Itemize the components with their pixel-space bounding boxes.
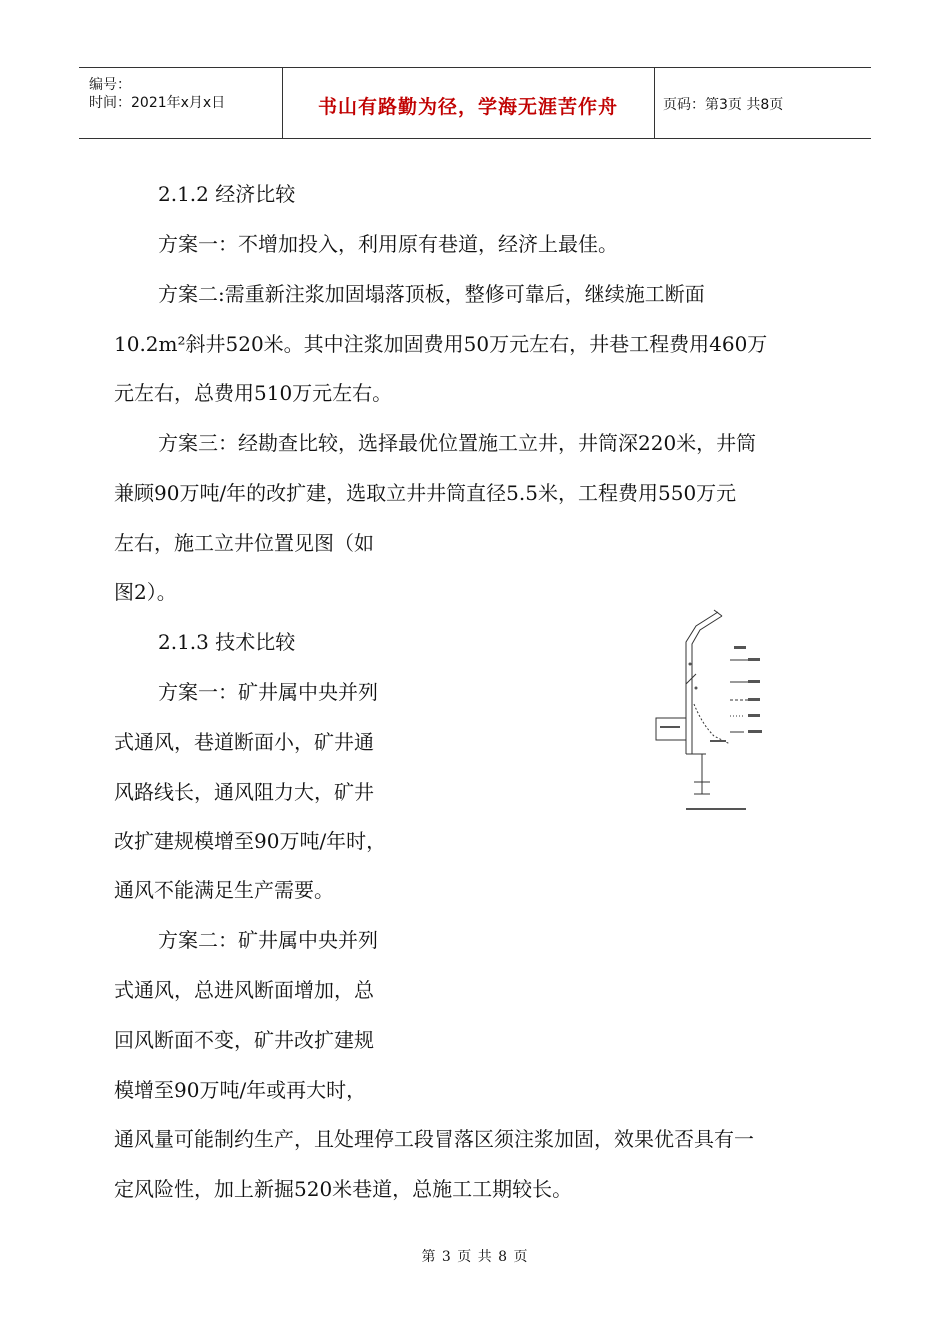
paragraph-plan2-tech-line1: 方案二：矿井属中央并列 [158, 928, 378, 952]
paragraph-plan3-econ-line2: 兼顾90万吨/年的改扩建，选取立井井筒直径5.5米，工程费用550万元 [114, 481, 737, 505]
page-header [79, 67, 871, 139]
paragraph-plan2-econ-line2: 10.2m²斜井520米。其中注浆加固费用50万元左右，井巷工程费用460万 [114, 332, 768, 356]
header-page-cell [655, 68, 871, 138]
paragraph-plan1-tech-line2: 式通风，巷道断面小，矿井通 [114, 730, 374, 754]
section-2-1-2-title: 2.1.2 经济比较 [158, 182, 296, 206]
header-motto: 书山有路勤为径，学海无涯苦作舟 [317, 96, 618, 118]
paragraph-plan3-econ-line3: 左右，施工立井位置见图（如 [114, 531, 374, 555]
paragraph-plan3-econ-line4: 图2）。 [114, 580, 177, 604]
paragraph-plan2-tech-line5: 通风量可能制约生产，且处理停工段冒落区须注浆加固，效果优否具有一 [114, 1127, 754, 1151]
paragraph-plan2-tech-line2: 式通风，总进风断面增加，总 [114, 978, 374, 1002]
shaft-location-figure [650, 604, 780, 819]
doc-date-label: 时间：2021年x月x日 [89, 95, 226, 111]
paragraph-plan1-tech-line4: 改扩建规模增至90万吨/年时， [114, 829, 387, 853]
paragraph-plan2-tech-line4: 模增至90万吨/年或再大时， [114, 1078, 367, 1102]
paragraph-plan2-econ-line1: 方案二:需重新注浆加固塌落顶板，整修可靠后，继续施工断面 [158, 282, 705, 306]
paragraph-plan2-tech-line3: 回风断面不变，矿井改扩建规 [114, 1028, 374, 1052]
paragraph-plan3-econ-line1: 方案三：经勘查比较，选择最优位置施工立井，井筒深220米，井筒 [158, 431, 757, 455]
paragraph-plan1-tech-line1: 方案一：矿井属中央并列 [158, 680, 378, 704]
paragraph-plan1-tech-line5: 通风不能满足生产需要。 [114, 878, 334, 902]
page-footer: 第 3 页 共 8 页 [421, 1249, 529, 1265]
header-meta-cell [79, 68, 283, 138]
doc-number-label: 编号： [89, 77, 131, 93]
paragraph-plan2-tech-line6: 定风险性，加上新掘520米巷道，总施工工期较长。 [114, 1177, 573, 1201]
paragraph-plan1-econ: 方案一：不增加投入，利用原有巷道，经济上最佳。 [158, 232, 618, 256]
header-motto-cell [282, 68, 655, 138]
paragraph-plan1-tech-line3: 风路线长，通风阻力大，矿井 [114, 780, 374, 804]
section-2-1-3-title: 2.1.3 技术比较 [158, 630, 296, 654]
paragraph-plan2-econ-line3: 元左右，总费用510万元左右。 [114, 381, 393, 405]
header-page-info: 页码：第3页 共8页 [663, 97, 784, 113]
